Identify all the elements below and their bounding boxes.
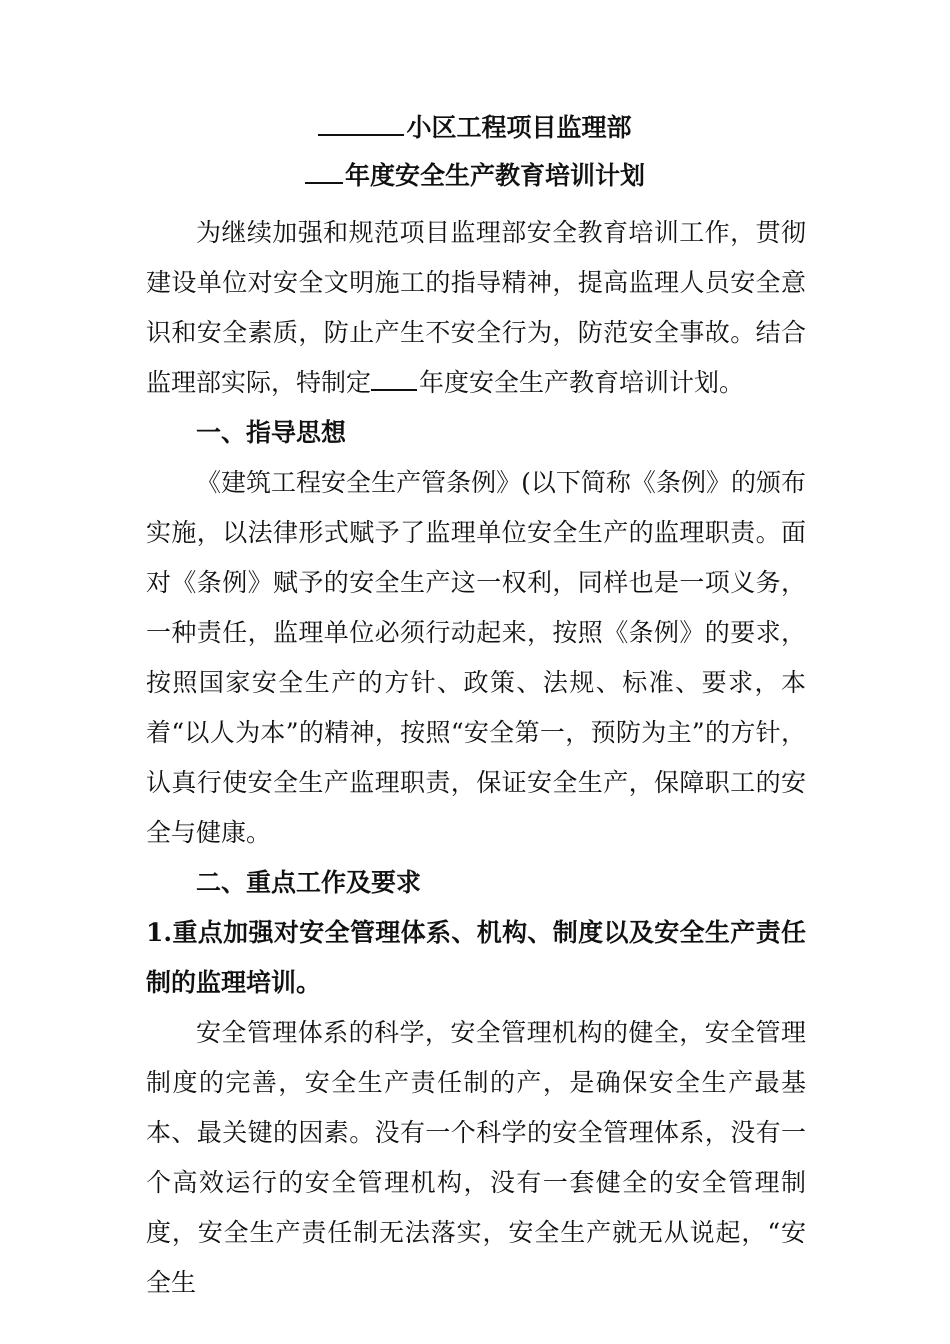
title-line2-text: 年度安全生产教育培训计划: [344, 161, 645, 190]
section1-heading: 一、指导思想: [196, 418, 347, 447]
section2-heading: 二、重点工作及要求: [196, 868, 422, 897]
intro-year-blank-field: [371, 367, 417, 391]
intro-text-part2: 年度安全生产教育培训计划。: [419, 368, 745, 397]
document-title-line1: [0, 112, 950, 143]
intro-text-part1: 为继续加强和规范项目监理部安全教育培训工作，贯彻建设单位对安全文明施工的指导精神，提高监理人员安全意识和安全素质，防止产生不安全行为，防范安全事故。结合监理部实际，特制定: [146, 218, 806, 397]
item1-paragraph: 安全管理体系的科学，安全管理机构的健全，安全管理制度的完善，安全生产责任制的产，是确保安全生产最基本、最关键的因素。没有一个科学的安全管理体系，没有一个高效运行的安全管理机构，没有一套健全的安全管理制度，安全生产责任制无法落实，安全生产就无从说起，“安全生: [146, 1018, 806, 1297]
title-blank-field: [318, 112, 404, 136]
document-body: [146, 208, 806, 1308]
item1-heading: 1.重点加强对安全管理体系、机构、制度以及安全生产责任制的监理培训。: [146, 918, 806, 997]
document-title-line2: [0, 160, 950, 191]
intro-paragraph: [146, 208, 806, 408]
section1-paragraph: 《建筑工程安全生产管条例》(以下简称《条例》的颁布实施，以法律形式赋予了监理单位安全生产的监理职责。面对《条例》赋予的安全生产这一权利，同样也是一项义务，一种责任，监理单位必须行动起来，按照《条例》的要求，按照国家安全生产的方针、政策、法规、标准、要求，本着“以人为本”的精神，按照“安全第一，预防为主”的方针，认真行使安全生产监理职责，保证安全生产，保障职工的安全与健康。: [146, 468, 806, 847]
year-blank-field: [305, 160, 343, 184]
title-line1-text: 小区工程项目监理部: [406, 113, 632, 142]
